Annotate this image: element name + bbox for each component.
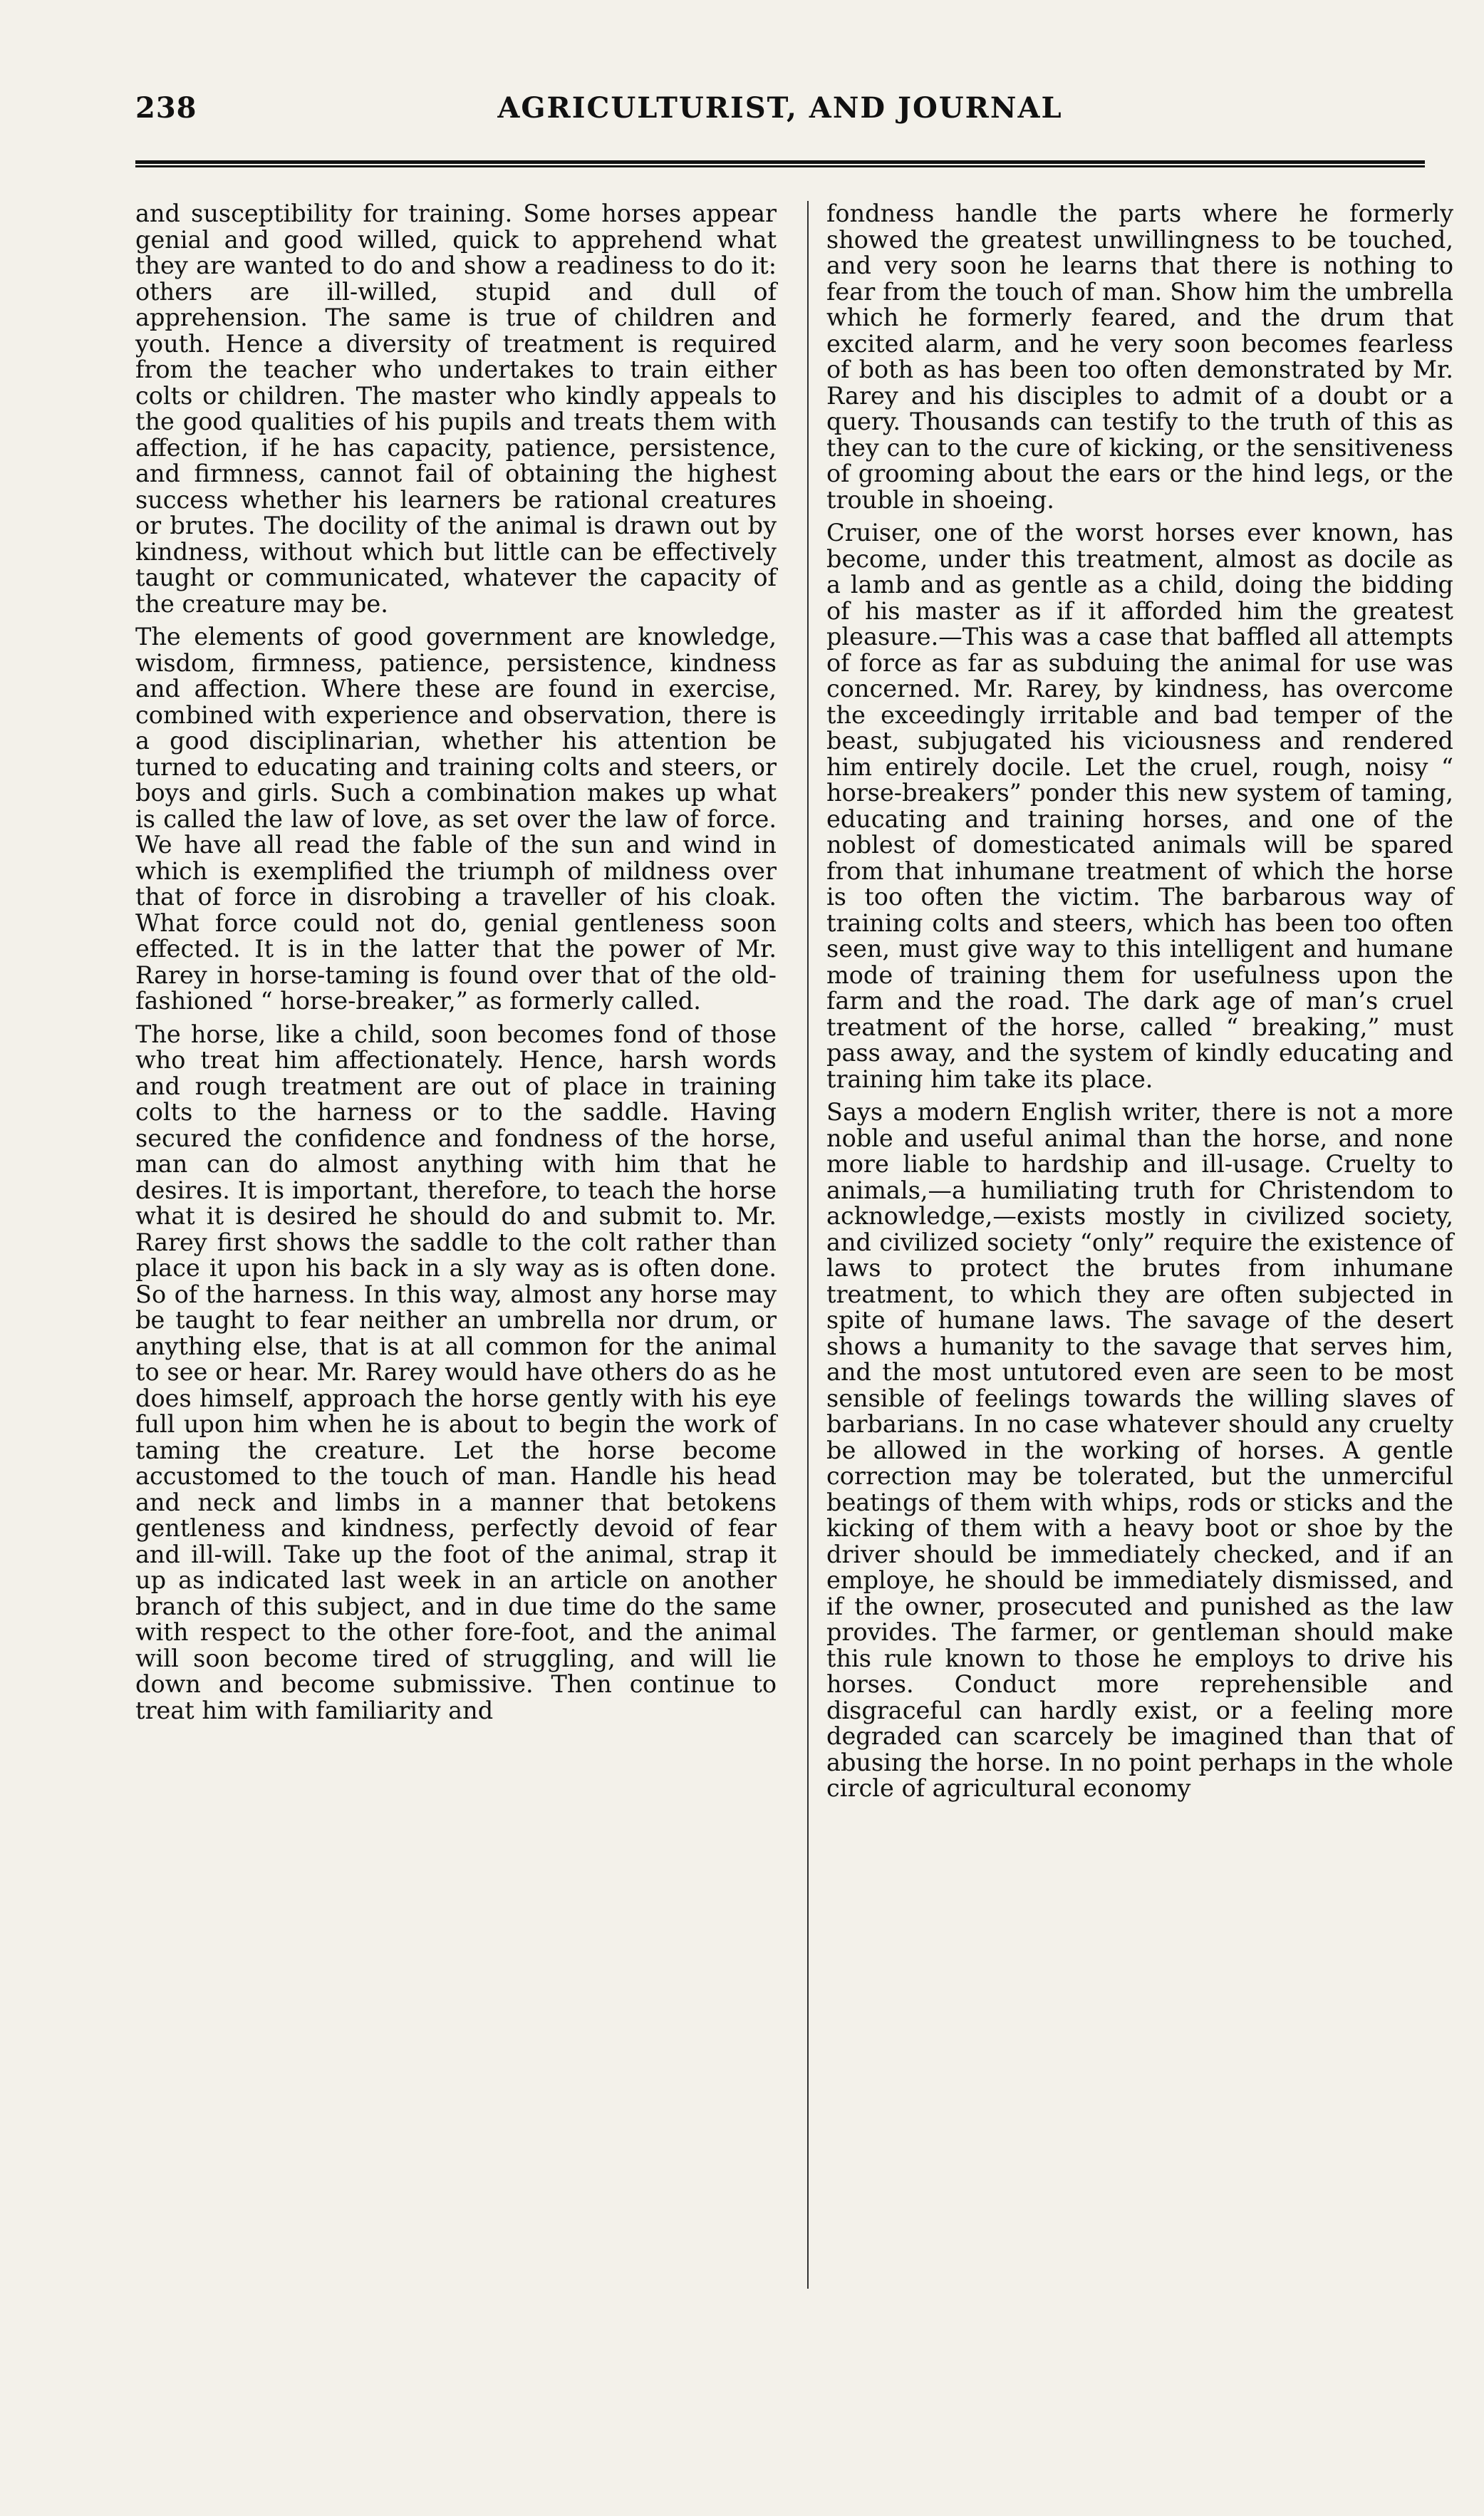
paragraph: The elements of good government are knowledge, wisdom, firmness, patience, persistence, kindness and affection. Where these are found in exercise, combined with experience and observation, there is a good disciplinarian, whether his attention be turned to educating and training colts and steers, or boys and girls. Such a combination makes up what is called the law of love, as set over the law of force. We have all read the fable of the sun and wind in which is exemplified the triumph of mildness over that of force in disrobing a traveller of his cloak. What force could not do, genial gentleness soon effected. It is in the latter that the power of Mr. Rarey in horse-taming is found over that of the old-fashioned “ horse-breaker,” as formerly called. [135, 623, 777, 1015]
column-divider [807, 201, 809, 2289]
paragraph: The horse, like a child, soon becomes fond of those who treat him affectionately. Hence, harsh words and rough treatment are out of place in training colts to the harness or to the saddle. Having secured the confidence and fondness of the horse, man can do almost anything with him that he desires. It is important, therefore, to teach the horse what it is desired he should do and submit to. Mr. Rarey first shows the saddle to the colt rather than place it upon his back in a sly way as is often done. So of the harness. In this way, almost any horse may be taught to fear neither an umbrella nor drum, or anything else, that is at all common for the animal to see or hear. Mr. Rarey would have others do as he does himself, approach the horse gently with his eye full upon him when he is about to begin the work of taming the creature. Let the horse become accustomed to the touch of man. Handle his head and neck and limbs in a manner that betokens gentleness and kindness, perfectly devoid of fear and ill-will. Take up the foot of the animal, strap it up as indicated last week in an article on another branch of this subject, and in due time do the same with respect to the other fore-foot, and the animal will soon become tired of struggling, and will lie down and become submissive. Then continue to treat him with familiarity and [135, 1020, 777, 1724]
running-head: AGRICULTURIST, AND JOURNAL [497, 91, 1063, 125]
paragraph: Cruiser, one of the worst horses ever known, has become, under this treatment, almost as docile as a lamb and as gentle as a child, doing the bidding of his master as if it afforded him the greatest pleasure.—This was a case that baffled all attempts of force as far as subduing the animal for use was concerned. Mr. Rarey, by kindness, has overcome the exceedingly irritable and bad temper of the beast, subjugated his viciousness and rendered him entirely docile. Let the cruel, rough, noisy “ horse-breakers” ponder this new system of taming, educating and training horses, and one of the noblest of domesticated animals will be spared from that inhumane treatment of which the horse is too often the victim. The barbarous way of training colts and steers, which has been too often seen, must give way to this intelligent and humane mode of training them for usefulness upon the farm and the road. The dark age of man’s cruel treatment of the horse, called “ breaking,” must pass away, and the system of kindly educating and training him take its place. [826, 519, 1453, 1093]
page-number: 238 [135, 91, 197, 125]
paragraph: Says a modern English writer, there is not a more noble and useful animal than the horse, and none more liable to hardship and ill-usage. Cruelty to animals,—a humiliating truth for Christendom to acknowledge,—exists mostly in civilized society, and civilized society “only” require the existence of laws to protect the brutes from inhumane treatment, to which they are often subjected in spite of humane laws. The savage of the desert shows a humanity to the savage that serves him, and the most untutored even are seen to be most sensible of feelings towards the willing slaves of barbarians. In no case whatever should any cruelty be allowed in the working of horses. A gentle correction may be tolerated, but the unmerciful beatings of them with whips, rods or sticks and the kicking of them with a heavy boot or shoe by the driver should be immediately checked, and if an employe, he should be immediately dismissed, and if the owner, prosecuted and punished as the law provides. The farmer, or gentleman should make this rule known to those he employs to drive his horses. Conduct more reprehensible and disgraceful can hardly exist, or a feeling more degraded can scarcely be imagined than that of abusing the horse. In no point perhaps in the whole circle of agricultural economy [826, 1098, 1453, 1802]
left-column [135, 201, 777, 1731]
header-rule [135, 160, 1425, 167]
page-header [135, 91, 1425, 148]
right-column [826, 201, 1453, 1809]
paragraph: fondness handle the parts where he formerly showed the greatest unwillingness to be touched, and very soon he learns that there is nothing to fear from the touch of man. Show him the umbrella which he formerly feared, and the drum that excited alarm, and he very soon becomes fearless of both as has been too often demonstrated by Mr. Rarey and his disciples to admit of a doubt or a query. Thousands can testify to the truth of this as they can to the cure of kicking, or the sensitiveness of grooming about the ears or the hind legs, or the trouble in shoeing. [826, 200, 1453, 514]
paragraph: and susceptibility for training. Some horses appear genial and good willed, quick to apprehend what they are wanted to do and show a readiness to do it: others are ill-willed, stupid and dull of apprehension. The same is true of children and youth. Hence a diversity of treatment is required from the teacher who undertakes to train either colts or children. The master who kindly appeals to the good qualities of his pupils and treats them with affection, if he has capacity, patience, persistence, and firmness, cannot fail of obtaining the highest success whether his learners be rational creatures or brutes. The docility of the animal is drawn out by kindness, without which but little can be effectively taught or communicated, whatever the capacity of the creature may be. [135, 200, 777, 618]
